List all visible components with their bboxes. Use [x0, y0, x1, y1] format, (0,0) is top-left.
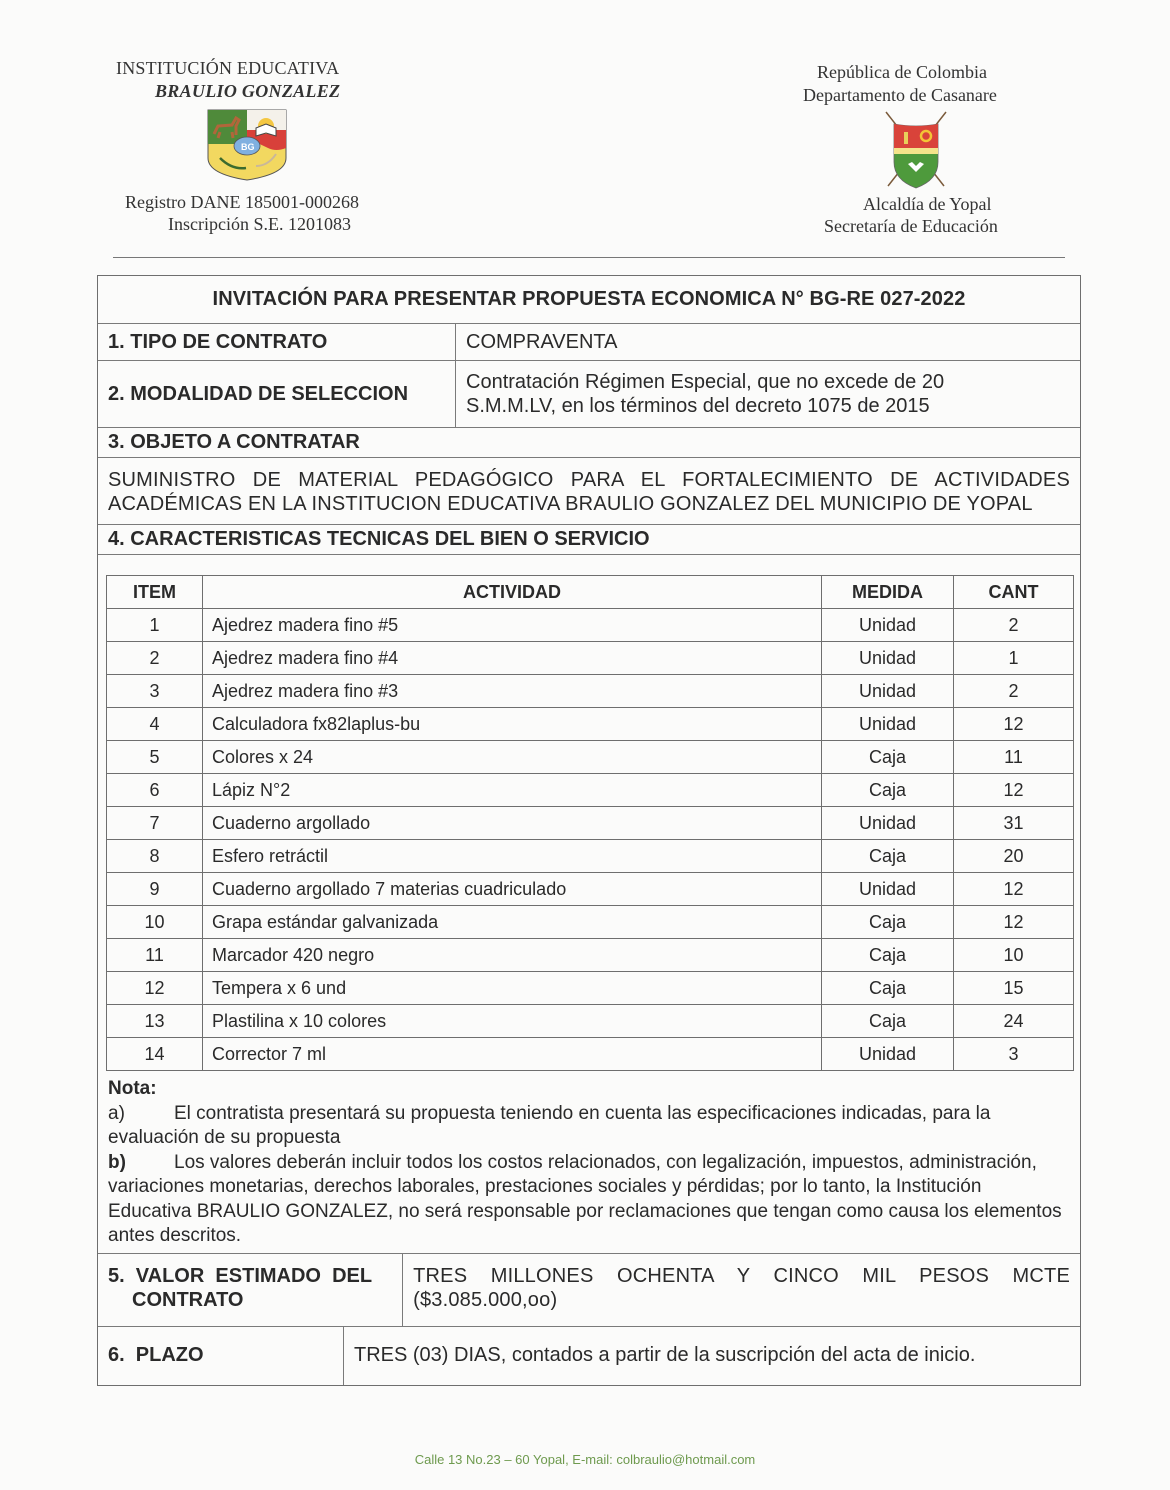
cant-cell: 10 [954, 939, 1074, 972]
cant-cell: 15 [954, 972, 1074, 1005]
col-header-cant: CANT [954, 576, 1074, 609]
items-table [106, 575, 1074, 1071]
item-cell: 6 [107, 774, 203, 807]
col-header-medida: MEDIDA [822, 576, 954, 609]
valor-label-line1: 5. VALOR ESTIMADO DEL [108, 1264, 373, 1287]
registro-dane: Registro DANE 185001-000268 [125, 192, 359, 212]
medida-cell: Caja [822, 1005, 954, 1038]
actividad-cell: Colores x 24 [203, 741, 822, 774]
nota-title: Nota: [108, 1078, 157, 1099]
medida-cell: Caja [822, 906, 954, 939]
form-title: INVITACIÓN PARA PRESENTAR PROPUESTA ECONOMICA N° BG-RE 027-2022 [98, 276, 1080, 324]
inscripcion-se: Inscripción S.E. 1201083 [168, 214, 351, 234]
actividad-cell: Cuaderno argollado [203, 807, 822, 840]
item-cell: 5 [107, 741, 203, 774]
items-section [98, 555, 1080, 1254]
modalidad-row [98, 361, 1080, 428]
invitation-form [97, 275, 1081, 1386]
institution-name: BRAULIO GONZALEZ [155, 81, 341, 101]
table-row [107, 708, 1074, 741]
municipality-name: Alcaldía de Yopal [863, 194, 992, 214]
nota-block [98, 1075, 1080, 1253]
nota-b-text: Los valores deberán incluir todos los costos relacionados, con legalización, impuestos, administración, variaciones monetarias, derechos laborales, prestaciones sociales y pérdidas; por lo tanto, la Institución Educativa BRAULIO GONZALEZ, no será responsable por reclamaciones que tengan como causa los elementos antes descritos. [108, 1151, 1062, 1246]
actividad-cell: Calculadora fx82laplus-bu [203, 708, 822, 741]
table-row [107, 939, 1074, 972]
col-header-item: ITEM [107, 576, 203, 609]
item-cell: 10 [107, 906, 203, 939]
table-row [107, 1038, 1074, 1071]
item-cell: 8 [107, 840, 203, 873]
cant-cell: 12 [954, 708, 1074, 741]
item-cell: 14 [107, 1038, 203, 1071]
medida-cell: Unidad [822, 675, 954, 708]
item-cell: 13 [107, 1005, 203, 1038]
tipo-contrato-label: 1. TIPO DE CONTRATO [98, 324, 456, 360]
table-row [107, 840, 1074, 873]
table-row [107, 1005, 1074, 1038]
medida-cell: Caja [822, 972, 954, 1005]
valor-row [98, 1254, 1080, 1327]
tipo-contrato-row [98, 324, 1080, 361]
table-row [107, 642, 1074, 675]
item-cell: 11 [107, 939, 203, 972]
header-divider [113, 257, 1065, 258]
item-cell: 1 [107, 609, 203, 642]
actividad-cell: Plastilina x 10 colores [203, 1005, 822, 1038]
cant-cell: 12 [954, 774, 1074, 807]
item-cell: 12 [107, 972, 203, 1005]
medida-cell: Caja [822, 840, 954, 873]
nota-a [108, 1102, 1068, 1151]
medida-cell: Unidad [822, 873, 954, 906]
cant-cell: 20 [954, 840, 1074, 873]
objeto-label: 3. OBJETO A CONTRATAR [98, 428, 1080, 458]
medida-cell: Unidad [822, 1038, 954, 1071]
nota-a-marker: a) [108, 1102, 125, 1124]
modalidad-label: 2. MODALIDAD DE SELECCION [98, 361, 456, 427]
medida-cell: Caja [822, 774, 954, 807]
item-cell: 3 [107, 675, 203, 708]
cant-cell: 2 [954, 675, 1074, 708]
casanare-coat-of-arms-icon [880, 108, 952, 190]
footer-address: Calle 13 No.23 – 60 Yopal, E-mail: colbraulio@hotmail.com [414, 1452, 756, 1467]
table-row [107, 972, 1074, 1005]
actividad-cell: Ajedrez madera fino #4 [203, 642, 822, 675]
cant-cell: 1 [954, 642, 1074, 675]
nota-a-text: El contratista presentará su propuesta teniendo en cuenta las especificaciones indicadas, para la evaluación de su propuesta [108, 1102, 991, 1148]
plazo-value: TRES (03) DIAS, contados a partir de la suscripción del acta de inicio. [354, 1344, 976, 1366]
actividad-cell: Lápiz N°2 [203, 774, 822, 807]
secretariat-name: Secretaría de Educación [824, 216, 998, 236]
cant-cell: 12 [954, 873, 1074, 906]
modalidad-value-line1: Contratación Régimen Especial, que no excede de 20 [466, 371, 945, 393]
item-cell: 9 [107, 873, 203, 906]
caracteristicas-label: 4. CARACTERISTICAS TECNICAS DEL BIEN O SERVICIO [98, 525, 1080, 555]
cant-cell: 11 [954, 741, 1074, 774]
plazo-label: 6. PLAZO [98, 1327, 344, 1385]
actividad-cell: Ajedrez madera fino #5 [203, 609, 822, 642]
valor-label-line2: CONTRATO [132, 1288, 244, 1311]
actividad-cell: Grapa estándar galvanizada [203, 906, 822, 939]
actividad-cell: Corrector 7 ml [203, 1038, 822, 1071]
cant-cell: 31 [954, 807, 1074, 840]
valor-value-line2: ($3.085.000,oo) [413, 1288, 558, 1311]
svg-text:BG: BG [241, 142, 255, 152]
item-cell: 2 [107, 642, 203, 675]
medida-cell: Caja [822, 741, 954, 774]
medida-cell: Unidad [822, 807, 954, 840]
objeto-text: SUMINISTRO DE MATERIAL PEDAGÓGICO PARA EL FORTALECIMIENTO DE ACTIVIDADES ACADÉMICAS EN LA INSTITUCION EDUCATIVA BRAULIO GONZALEZ DEL MUNICIPIO DE YOPAL [98, 458, 1080, 525]
school-coat-of-arms-icon [206, 108, 288, 182]
actividad-cell: Ajedrez madera fino #3 [203, 675, 822, 708]
modalidad-value-line2: S.M.M.LV, en los términos del decreto 1075 de 2015 [466, 395, 930, 417]
medida-cell: Caja [822, 939, 954, 972]
cant-cell: 3 [954, 1038, 1074, 1071]
valor-value [403, 1254, 1080, 1326]
item-cell: 4 [107, 708, 203, 741]
valor-label [98, 1254, 403, 1326]
table-header-row [107, 576, 1074, 609]
modalidad-value [456, 361, 944, 427]
valor-value-line1: TRES MILLONES OCHENTA Y CINCO MIL PESOS MCTE [413, 1264, 1070, 1287]
nota-b [108, 1151, 1068, 1249]
country-name: República de Colombia [817, 62, 987, 82]
actividad-cell: Cuaderno argollado 7 materias cuadriculado [203, 873, 822, 906]
actividad-cell: Tempera x 6 und [203, 972, 822, 1005]
table-row [107, 807, 1074, 840]
medida-cell: Unidad [822, 609, 954, 642]
item-cell: 7 [107, 807, 203, 840]
table-row [107, 741, 1074, 774]
plazo-row [98, 1327, 1080, 1385]
tipo-contrato-value: COMPRAVENTA [466, 330, 618, 353]
table-row [107, 609, 1074, 642]
col-header-actividad: ACTIVIDAD [203, 576, 822, 609]
cant-cell: 24 [954, 1005, 1074, 1038]
table-row [107, 774, 1074, 807]
department-name: Departamento de Casanare [803, 85, 997, 105]
cant-cell: 12 [954, 906, 1074, 939]
cant-cell: 2 [954, 609, 1074, 642]
medida-cell: Unidad [822, 642, 954, 675]
actividad-cell: Esfero retráctil [203, 840, 822, 873]
medida-cell: Unidad [822, 708, 954, 741]
nota-b-marker: b) [108, 1151, 126, 1173]
table-row [107, 906, 1074, 939]
actividad-cell: Marcador 420 negro [203, 939, 822, 972]
table-row [107, 873, 1074, 906]
institution-type: INSTITUCIÓN EDUCATIVA [116, 58, 340, 78]
table-row [107, 675, 1074, 708]
